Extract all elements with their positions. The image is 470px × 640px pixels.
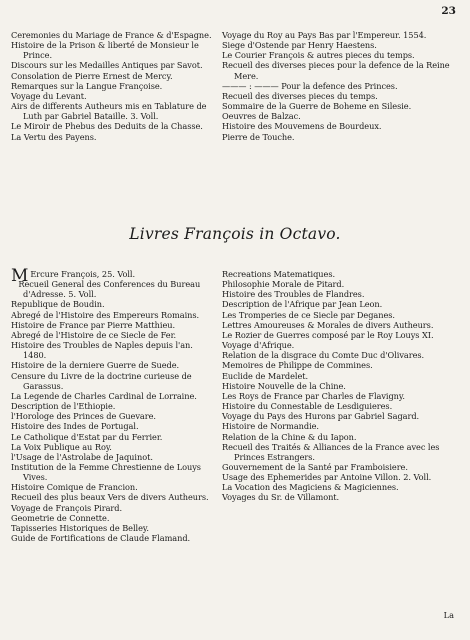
- section-title: Livres François in Octavo.: [129, 225, 341, 243]
- drop-cap: M: [11, 266, 29, 286]
- list-entry: Geometrie de Connette.: [11, 512, 110, 523]
- list-entry: Recueil des diverses pieces pour la defence de la Reine Mere.: [222, 60, 450, 81]
- list-entry: Philosophie Morale de Pitard.: [222, 279, 345, 290]
- list-entry: Pierre de Touche.: [222, 131, 295, 142]
- list-entry: Ceremonies du Mariage de France & d'Espagne.: [11, 30, 212, 40]
- list-entry: La Voix Publique au Roy.: [11, 441, 112, 452]
- list-entry: Voyage du Pays des Hurons par Gabriel Sagard.: [222, 411, 420, 422]
- top-left-column: [11, 30, 214, 142]
- list-entry: Histoire de la Prison & liberté de Monsieur le Prince.: [11, 40, 199, 61]
- bottom-right-column: [222, 269, 460, 503]
- list-entry: Censure du Livre de la doctrine curieuse de Garassus.: [11, 370, 192, 391]
- list-entry: Voyage du Roy au Pays Bas par l'Empereur. 1554.: [222, 30, 427, 40]
- list-entry: Lettres Amoureuses & Morales de divers Autheurs.: [222, 319, 434, 330]
- list-entry: La Legende de Charles Cardinal de Lorraine.: [11, 390, 197, 401]
- list-entry: Republique de Boudin.: [11, 299, 105, 310]
- list-entry: Histoire des Indes de Portugal.: [11, 421, 139, 432]
- top-right-column: [222, 30, 460, 142]
- list-entry: Recueil General des Conferences du Bureau d'Adresse. 5. Voll.: [18, 279, 201, 300]
- list-entry: Les Roys de France par Charles de Flavigny.: [222, 390, 405, 401]
- list-entry: Description de l'Ethiopie.: [11, 401, 116, 412]
- list-entry: La Vertu des Payens.: [11, 131, 97, 142]
- list-entry: Recueil des diverses pieces du temps.: [222, 90, 378, 101]
- list-entry: Discours sur les Medailles Antiques par Savot.: [11, 60, 203, 71]
- list-entry: La Vocation des Magiciens & Magiciennes.: [222, 482, 399, 493]
- list-entry: ——— : ——— Pour la defence des Princes.: [222, 80, 398, 91]
- list-entry: Euclide de Mardelet.: [222, 370, 309, 381]
- list-entry: Histoire Nouvelle de la Chine.: [222, 380, 346, 391]
- list-entry: Relation de la disgrace du Comte Duc d'Olivares.: [222, 350, 425, 361]
- list-entry: Le Catholique d'Estat par du Ferrier.: [11, 431, 163, 442]
- list-entry: Description de l'Afrique par Jean Leon.: [222, 299, 383, 310]
- list-entry: Histoire Comique de Francion.: [11, 482, 138, 493]
- list-entry: Airs de differents Autheurs mis en Tablature de Luth par Gabriel Bataille. 3. Voll.: [11, 101, 207, 122]
- list-entry: Memoires de Philippe de Commines.: [222, 360, 373, 371]
- list-entry: Voyage du Levant.: [11, 90, 87, 101]
- list-entry: Siege d'Ostende par Henry Haestens.: [222, 40, 377, 51]
- list-entry: Recueil des Traités & Alliances de la France avec les Princes Estrangers.: [222, 441, 440, 462]
- bottom-left-column: [11, 266, 214, 544]
- list-entry: Remarques sur la Langue Françoise.: [11, 80, 163, 91]
- list-entry: Histoire de Normandie.: [222, 421, 319, 432]
- list-entry: Histoire des Troubles de Flandres.: [222, 289, 365, 300]
- list-entry: Les Tromperies de ce Siecle par Deganes.: [222, 309, 395, 320]
- list-entry: Voyage de François Pirard.: [11, 502, 123, 513]
- page-number: 23: [441, 5, 456, 17]
- list-entry: Guide de Fortifications de Claude Flamand.: [11, 533, 191, 544]
- list-entry: Recueil des plus beaux Vers de divers Autheurs.: [11, 492, 209, 503]
- bottom-left-list: [11, 279, 214, 543]
- list-entry: Voyage d'Afrique.: [222, 340, 295, 351]
- list-entry: Consolation de Pierre Ernest de Mercy.: [11, 70, 173, 81]
- list-entry: Histoire du Connestable de Lesdiguieres.: [222, 401, 393, 412]
- first-entry-text: Ercure François, 25. Voll.: [30, 269, 136, 279]
- list-entry: Histoire des Troubles de Naples depuis l'an. 1480.: [11, 340, 193, 361]
- list-entry: [11, 266, 214, 286]
- list-entry: Histoire des Mouvemens de Bourdeux.: [222, 121, 382, 132]
- list-entry: Sommaire de la Guerre de Boheme en Silesie.: [222, 101, 412, 112]
- list-entry: Usage des Ephemerides par Antoine Villon. 2. Voll.: [222, 472, 432, 483]
- list-entry: Abregé de l'Histoire de ce Siecle de Fer.: [11, 329, 177, 340]
- catchword: La: [443, 610, 454, 620]
- list-entry: l'Horologe des Princes de Guevare.: [11, 411, 156, 422]
- list-entry: Le Miroir de Phebus des Deduits de la Chasse.: [11, 121, 203, 132]
- list-entry: l'Usage de l'Astrolabe de Jaquinot.: [11, 451, 153, 462]
- list-entry: Recreations Matematiques.: [222, 269, 336, 279]
- list-entry: Gouvernement de la Santé par Framboisiere.: [222, 461, 408, 472]
- list-entry: Tapisseries Historiques de Belley.: [11, 522, 149, 533]
- list-entry: Histoire de France par Pierre Matthieu.: [11, 319, 176, 330]
- list-entry: Institution de la Femme Chrestienne de Louys Vives.: [11, 461, 201, 483]
- list-entry: Voyages du Sr. de Villamont.: [222, 492, 340, 503]
- list-entry: Le Courier François & autres pieces du temps.: [222, 50, 415, 61]
- list-entry: Oeuvres de Balzac.: [222, 111, 301, 122]
- list-entry: Histoire de la derniere Guerre de Suede.: [11, 360, 180, 371]
- list-entry: Le Rozier de Guerres composé par le Roy Louys XI.: [222, 329, 434, 340]
- list-entry: Relation de la Chine & du Iapon.: [222, 431, 357, 442]
- list-entry: Abregé de l'Histoire des Empereurs Romains.: [11, 309, 200, 320]
